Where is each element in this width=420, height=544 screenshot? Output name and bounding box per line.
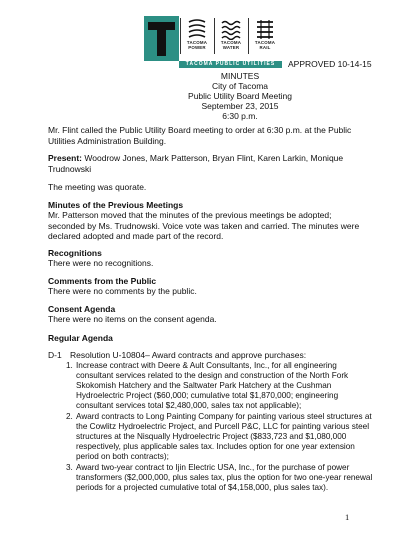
tacoma-public-utilities-logo [144,16,282,67]
rail-symbol-icon [254,18,276,40]
logo-divider [180,18,181,54]
agenda-subitem [66,463,376,493]
section-body: Mr. Patterson moved that the minutes of the previous meetings be adopted; seconded by Ms. Trudnowski. Voice vote was taken and carried. The minutes were declared adopted and made part of the record. [48,210,360,241]
section-body: There were no comments by the public. [48,286,197,296]
section-body: There were no recognitions. [48,258,154,268]
agenda-subitem [66,412,376,462]
present-names: Woodrow Jones, Mark Patterson, Bryan Flint, Karen Larkin, Monique Trudnowski [48,153,344,174]
logo-banner: TACOMA PUBLIC UTILITIES [179,61,282,68]
logo-unit-label: TACOMA RAIL [254,40,276,50]
logo-divider [248,18,249,54]
agenda-subitem [66,361,376,411]
meeting-time: 6:30 p.m. [222,111,258,121]
subitem-text: Increase contract with Deere & Ault Consultants, Inc., for all engineering consultant services related to the design and construction of the North Fork Skokomish Hatchery and the Saltwater Park Hatchery at the Cushman Hydroelectric Project ($60,000; cumulative total $1,870,000; engineering consultant services total $2,480,000, sales tax not applicable); [76,361,349,410]
minutes-title: MINUTES [220,71,260,81]
logo-unit-water [216,18,246,58]
water-symbol-icon [220,18,242,40]
present-paragraph [48,153,370,174]
city-name: City of Tacoma [211,81,269,91]
section-body: There were no items on the consent agenda. [48,314,217,324]
subitem-text: Award contracts to Long Painting Company for painting various steel structures at the Cowlitz Hydroelectric Project, and Purcell P&C, LLC for painting various steel structures at the Nisqually Hydroelectric Project ($833,723 and $1,080,000 respectively, plus applicable sales tax. Includes option for one year extension period on both contracts); [76,412,372,461]
subitem-number: 3. [66,463,73,472]
section-heading: Consent Agenda [48,304,116,314]
subitem-number: 1. [66,361,73,370]
agenda-item-title: Resolution U-10804– Award contracts and approve purchases: [70,350,307,360]
power-symbol-icon [186,18,208,40]
present-label: Present: [48,153,83,163]
logo-t-block [144,16,179,61]
section-heading: Minutes of the Previous Meetings [48,200,184,210]
logo-unit-label: TACOMA POWER [186,40,208,50]
logo-unit-rail [250,18,280,58]
logo-t-icon [144,16,179,61]
section-heading: Comments from the Public [48,276,157,286]
approval-stamp: APPROVED 10-14-15 [288,59,372,69]
section-heading: Regular Agenda [48,333,113,343]
agenda-item-number: D-1 [48,350,62,360]
board-name: Public Utility Board Meeting [188,91,292,101]
logo-unit-label: TACOMA WATER [220,40,242,50]
logo-unit-power [182,18,212,58]
subitem-text: Award two-year contract to Ijin Electric USA, Inc., for the purchase of power transformers ($2,000,000, plus sales tax, plus the option for two one-year renewal periods for a projected cumulative total of $4,158,000, plus sales tax). [76,463,373,492]
subitem-number: 2. [66,412,73,421]
opening-paragraph: Mr. Flint called the Public Utility Board meeting to order at 6:30 p.m. at the Public Utilities Administration Building. [48,125,352,146]
page-number: 1 [345,512,350,522]
logo-divider [214,18,215,54]
section-heading: Recognitions [48,248,102,258]
quorum-statement: The meeting was quorate. [48,182,147,192]
meeting-date: September 23, 2015 [201,101,279,111]
minutes-header [0,71,420,121]
